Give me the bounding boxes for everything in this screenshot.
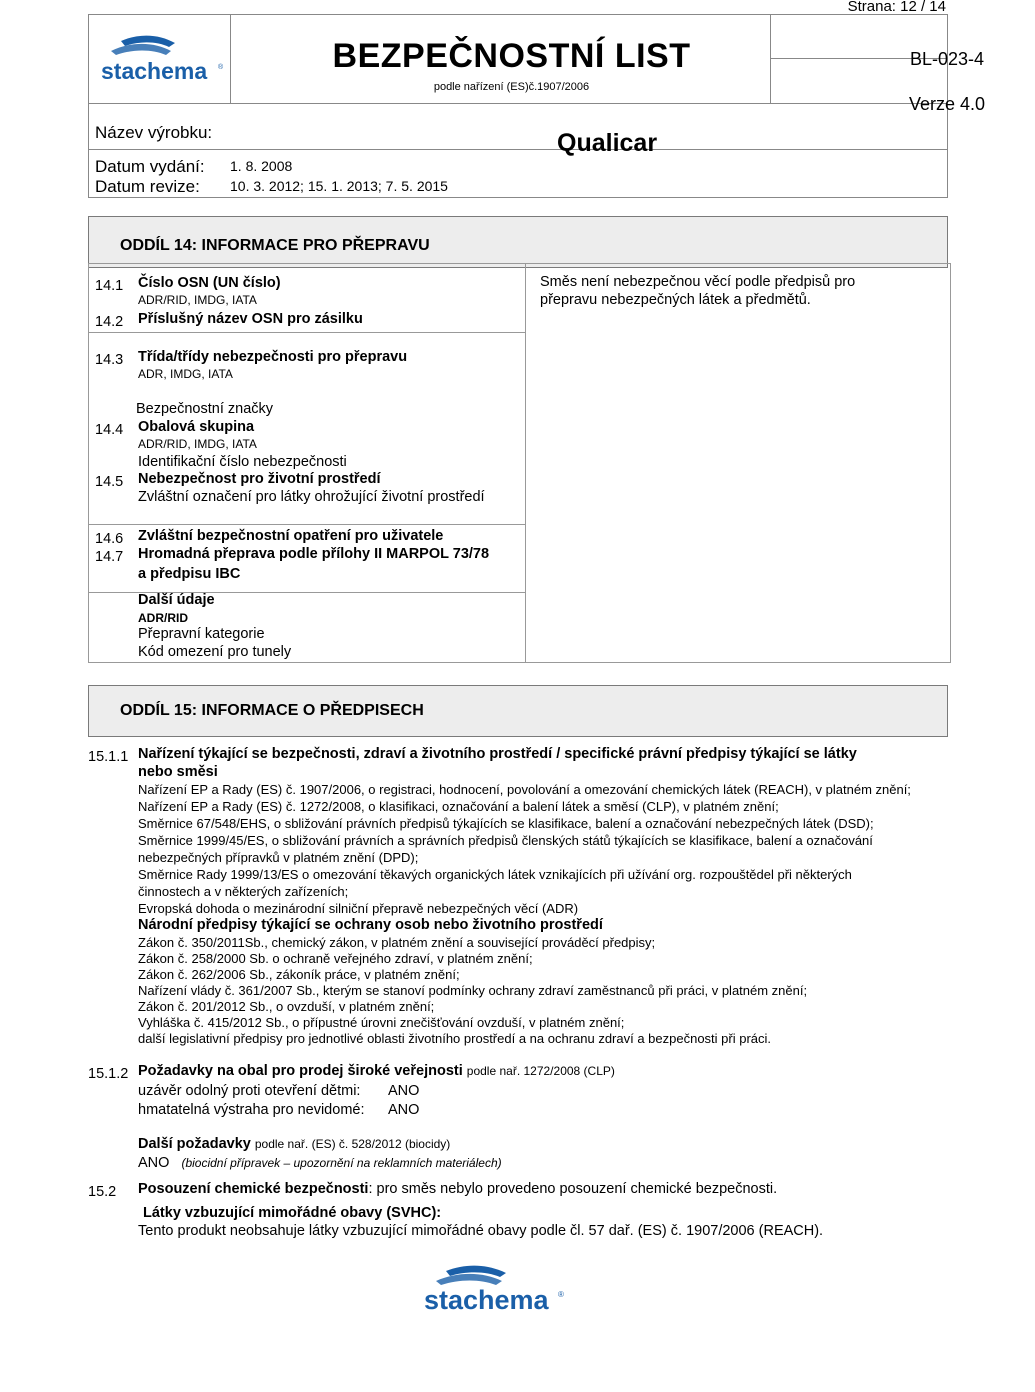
row-14-3-title: Třída/třídy nebezpečnosti pro přepravu bbox=[138, 349, 408, 365]
other-info-title: Další údaje bbox=[138, 592, 215, 608]
product-label: Název výrobku: bbox=[95, 123, 213, 142]
national-regulation-line: další legislativní předpisy pro jednotlivé oblasti životního prostředí a na ochranu zdraví a bezpečnosti při práci. bbox=[138, 1031, 772, 1046]
row-14-7-title-1: Hromadná přeprava podle přílohy II MARPOL 73/78 bbox=[138, 546, 490, 562]
national-regulations-list bbox=[138, 935, 807, 1047]
row-14-7-number: 14.7 bbox=[95, 549, 124, 565]
svg-text:®: ® bbox=[558, 1290, 564, 1299]
child-resistant-closure-label: uzávěr odolný proti otevření dětmi: bbox=[138, 1083, 361, 1099]
issue-date: 1. 8. 2008 bbox=[230, 158, 293, 174]
row-14-3-sub: ADR, IMDG, IATA bbox=[138, 367, 233, 381]
page-number: Strana: 12 / 14 bbox=[847, 0, 946, 15]
tactile-warning-value: ANO bbox=[388, 1102, 420, 1118]
row-14-5-extra: Zvláštní označení pro látky ohrožující životní prostředí bbox=[138, 489, 485, 505]
row-14-5-number: 14.5 bbox=[95, 474, 124, 490]
eu-regulations-list bbox=[138, 781, 911, 917]
para-15-1-2-title: Požadavky na obal pro prodej široké veřejnosti bbox=[138, 1063, 463, 1079]
regulation-line: nebezpečných přípravků v platném znění (DPD); bbox=[138, 850, 419, 865]
svg-text:®: ® bbox=[218, 64, 224, 71]
svg-text:stachema: stachema bbox=[101, 58, 208, 84]
svhc-title: Látky vzbuzující mimořádné obavy (SVHC): bbox=[143, 1205, 442, 1221]
other-requirements-heading bbox=[138, 1136, 450, 1153]
svhc-text: Tento produkt neobsahuje látky vzbuzující mimořádné obavy podle čl. 57 dař. (ES) č. 1907/2006 (REACH). bbox=[138, 1223, 824, 1239]
para-15-2-title: Posouzení chemické bezpečnosti bbox=[138, 1181, 369, 1197]
row-14-3-number: 14.3 bbox=[95, 352, 124, 368]
document-header bbox=[88, 14, 986, 198]
regulation-line: Evropská dohoda o mezinárodní silniční přepravě nebezpečných věcí (ADR) bbox=[138, 901, 579, 916]
national-regulation-line: Zákon č. 258/2000 Sb. o ochraně veřejného zdraví, v platném znění; bbox=[138, 951, 533, 966]
row-14-5-title: Nebezpečnost pro životní prostředí bbox=[138, 471, 381, 487]
row-14-6-title: Zvláštní bezpečnostní opatření pro uživatele bbox=[138, 528, 444, 544]
national-regulation-line: Zákon č. 350/2011Sb., chemický zákon, v platném znění a související prováděcí předpisy; bbox=[138, 935, 656, 950]
para-15-2-text: : pro směs nebylo provedeno posouzení chemické bezpečnosti. bbox=[368, 1181, 778, 1197]
row-14-1-title: Číslo OSN (UN číslo) bbox=[138, 275, 281, 291]
national-regulations-title: Národní předpisy týkající se ochrany osob nebo životního prostředí bbox=[138, 917, 603, 933]
regulation-line: Nařízení EP a Rady (ES) č. 1907/2006, o registraci, hodnocení, povolování a omezování chemických látek (REACH), v platném znění; bbox=[138, 782, 911, 797]
tactile-warning-label: hmatatelná výstraha pro nevidomé: bbox=[138, 1102, 365, 1118]
para-15-1-2-heading bbox=[138, 1063, 615, 1080]
document-version: Verze 4.0 bbox=[908, 94, 986, 114]
row-14-2-number: 14.2 bbox=[95, 314, 124, 330]
regulation-line: Směrnice 1999/45/ES, o sbližování právních a správních předpisů členských států týkajících se klasifikace, balení a označování bbox=[138, 833, 873, 848]
document-code: BL-023-4 bbox=[909, 49, 985, 69]
section-15-heading: ODDÍL 15: INFORMACE O PŘEDPISECH bbox=[88, 685, 948, 737]
other-requirements-reference: podle nař. (ES) č. 528/2012 (biocidy) bbox=[254, 1137, 451, 1151]
transport-note-line-1: Směs není nebezpečnou věcí podle předpisů pro bbox=[540, 274, 856, 290]
row-14-2-title: Příslušný název OSN pro zásilku bbox=[138, 311, 363, 327]
stachema-logo bbox=[97, 33, 227, 89]
other-requirements-note: (biocidní přípravek – upozornění na reklamních materiálech) bbox=[181, 1156, 502, 1170]
other-requirements-title: Další požadavky bbox=[138, 1136, 251, 1152]
transport-note-line-2: přepravu nebezpečných látek a předmětů. bbox=[540, 292, 811, 308]
para-15-1-1-title-1: Nařízení týkající se bezpečnosti, zdraví a životního prostředí / specifické právní předpisy týkající se látky bbox=[138, 746, 857, 762]
revision-date-label: Datum revize: bbox=[95, 177, 200, 196]
other-requirements-value-line bbox=[138, 1155, 502, 1172]
para-15-1-1-title-2: nebo směsi bbox=[138, 764, 218, 780]
footer-stachema-logo bbox=[420, 1263, 570, 1319]
row-14-4-number: 14.4 bbox=[95, 422, 124, 438]
national-regulation-line: Nařízení vlády č. 361/2007 Sb., kterým se stanoví podmínky ochrany zdraví zaměstnanců při práci, v platném znění; bbox=[138, 983, 808, 998]
row-14-1-number: 14.1 bbox=[95, 278, 124, 294]
svg-text:stachema: stachema bbox=[424, 1285, 549, 1315]
issue-date-label: Datum vydání: bbox=[95, 157, 205, 176]
product-name: Qualicar bbox=[557, 129, 658, 157]
row-14-4-sub: ADR/RID, IMDG, IATA bbox=[138, 437, 257, 451]
regulation-line: Nařízení EP a Rady (ES) č. 1272/2008, o klasifikaci, označování a balení látek a směsí (CLP), v platném znění; bbox=[138, 799, 779, 814]
para-15-2-number: 15.2 bbox=[88, 1184, 117, 1200]
child-resistant-closure-value: ANO bbox=[388, 1083, 420, 1099]
other-info-transport-category: Přepravní kategorie bbox=[138, 626, 265, 642]
national-regulation-line: Zákon č. 262/2006 Sb., zákoník práce, v platném znění; bbox=[138, 967, 460, 982]
regulation-line: Směrnice Rady 1999/13/ES o omezování těkavých organických látek vznikajících při užívání org. rozpouštědel při některých bbox=[138, 867, 852, 882]
row-14-3-extra: Bezpečnostní značky bbox=[136, 401, 274, 417]
other-info-tunnel-code: Kód omezení pro tunely bbox=[138, 644, 292, 660]
regulation-line: Směrnice 67/548/EHS, o sbližování právních předpisů týkajících se klasifikace, balení a označování nebezpečných látek (DSD); bbox=[138, 816, 874, 831]
other-requirements-value: ANO bbox=[138, 1155, 170, 1171]
para-15-2-line bbox=[138, 1181, 777, 1198]
para-15-1-1-number: 15.1.1 bbox=[88, 749, 129, 765]
para-15-1-2-reference: podle nař. 1272/2008 (CLP) bbox=[466, 1064, 615, 1078]
regulation-line: činnostech a v některých zařízeních; bbox=[138, 884, 349, 899]
document-title: BEZPEČNOSTNÍ LIST bbox=[332, 37, 691, 75]
other-info-sub: ADR/RID bbox=[138, 611, 188, 625]
row-14-6-number: 14.6 bbox=[95, 531, 124, 547]
para-15-1-2-number: 15.1.2 bbox=[88, 1066, 129, 1082]
row-14-7-title-2: a předpisu IBC bbox=[138, 566, 241, 582]
revision-dates: 10. 3. 2012; 15. 1. 2013; 7. 5. 2015 bbox=[230, 178, 448, 194]
row-14-4-extra: Identifikační číslo nebezpečnosti bbox=[138, 454, 347, 470]
national-regulation-line: Vyhláška č. 415/2012 Sb., o přípustné úrovni znečišťování ovzduší, v platném znění; bbox=[138, 1015, 625, 1030]
row-14-1-sub: ADR/RID, IMDG, IATA bbox=[138, 293, 257, 307]
national-regulation-line: Zákon č. 201/2012 Sb., o ovzduší, v platném znění; bbox=[138, 999, 435, 1014]
row-14-4-title: Obalová skupina bbox=[138, 419, 255, 435]
document-subtitle: podle nařízení (ES)č.1907/2006 bbox=[433, 81, 590, 93]
section-14-heading: ODDÍL 14: INFORMACE PRO PŘEPRAVU bbox=[88, 216, 948, 268]
